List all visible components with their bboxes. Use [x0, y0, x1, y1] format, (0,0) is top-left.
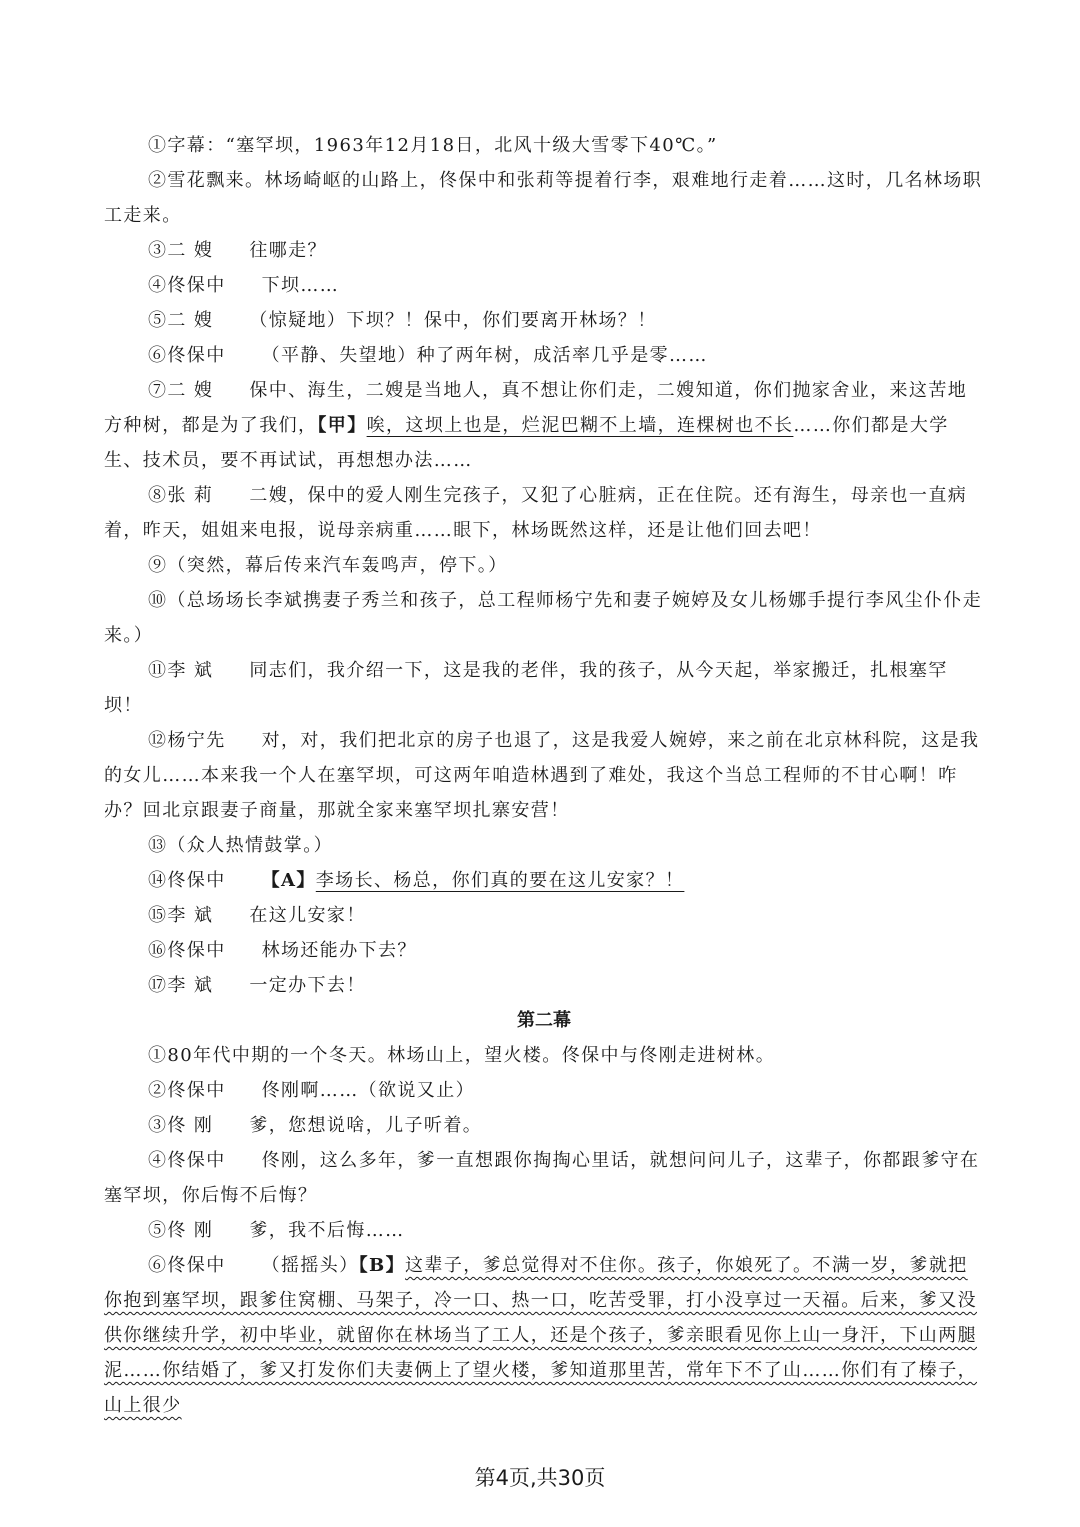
speaker: ⑮李 斌 [148, 905, 214, 926]
dialogue-text: 在这儿安家！ [249, 905, 366, 926]
dialogue-text: 下坝…… [261, 275, 340, 296]
stage-direction: ②雪花飘来。林场崎岖的山路上，佟保中和张莉等提着行李，艰难地行走着……这时，几名林场职工走来。 [104, 170, 983, 226]
speaker: ⑥佟保中 [148, 345, 226, 366]
dialogue-line [104, 1248, 984, 1423]
dialogue-text: 对，对，我们把北京的房子也退了，这是我爱人婉婷，来之前在北京林科院，这是我的女儿……本来我一个人在塞罕坝，可这两年咱造林遇到了难处，我这个当总工程师的不甘心啊！咋办？回北京跟妻子商量，那就全家来塞罕坝扎寨安营！ [104, 730, 980, 821]
wavy-underlined-passage-b: 这辈子，爹总觉得对不住你。孩子，你娘死了。不满一岁，爹就把你抱到塞罕坝，跟爹住窝棚、马架子，冷一口、热一口，吃苦受罪，打小没享过一天福。后来，爹又没供你继续升学，初中毕业，就留你在林场当了工人，还是个孩子，爹亲眼看见你上山一身汗，下山两腿泥……你结婚了，爹又打发你们夫妻俩上了望火楼，爹知道那里苦，常年下不了山……你们有了榛子，山上很少 [104, 1255, 977, 1416]
scene-heading: 第二幕 [517, 1010, 571, 1031]
page-number: 第4页,共30页 [474, 1466, 606, 1490]
speaker: ⑤佟 刚 [148, 1220, 214, 1241]
stage-direction: ⑨（突然，幕后传来汽车轰鸣声，停下。） [148, 555, 508, 576]
underlined-sentence-jia: 唉，这坝上也是，烂泥巴糊不上墙，连棵树也不长 [366, 415, 794, 436]
dialogue-line [104, 373, 984, 478]
dialogue-line [104, 338, 984, 373]
stage-direction: ⑩（总场场长李斌携妻子秀兰和孩子，总工程师杨宁先和妻子婉婷及女儿杨娜手提行李风尘仆仆走来。） [104, 590, 983, 646]
speaker: ③佟 刚 [148, 1115, 214, 1136]
speaker: ⑥佟保中 [148, 1255, 226, 1276]
dialogue-line [104, 723, 984, 828]
dialogue-line [104, 898, 984, 933]
speaker: ④佟保中 [148, 275, 226, 296]
speaker: ③二 嫂 [148, 240, 214, 261]
dialogue-text-cont: ……你们都是大学生、技术员，要不再试试，再想想办法…… [104, 415, 949, 471]
dialogue-line [104, 1213, 984, 1248]
stage-direction: ①80年代中期的一个冬天。林场山上，望火楼。佟保中与佟刚走进树林。 [148, 1045, 776, 1066]
dialogue-line [104, 478, 984, 548]
speaker: ⑫杨宁先 [148, 730, 226, 751]
speaker: ⑤二 嫂 [148, 310, 214, 331]
dialogue-line [104, 863, 984, 898]
marker-b: 【B】 [358, 1255, 406, 1276]
speaker: ⑰李 斌 [148, 975, 214, 996]
dialogue-text: （平静、失望地）种了两年树，成活率几乎是零…… [261, 345, 708, 366]
dialogue-line [104, 1108, 984, 1143]
speaker: ⑭佟保中 [148, 870, 226, 891]
stage-note: （摇摇头） [261, 1255, 359, 1276]
speaker: ⑯佟保中 [148, 940, 226, 961]
dialogue-line [104, 968, 984, 1003]
speaker: ⑦二 嫂 [148, 380, 214, 401]
dialogue-text: 佟刚，这么多年，爹一直想跟你掏掏心里话，就想问问儿子，这辈子，你都跟爹守在塞罕坝，你后悔不后悔？ [104, 1150, 980, 1206]
marker-a: 【A】 [261, 870, 316, 891]
stage-direction: ⑬（众人热情鼓掌。） [148, 835, 333, 856]
dialogue-line [104, 653, 984, 723]
dialogue-line [104, 233, 984, 268]
dialogue-line [104, 933, 984, 968]
speaker: ⑧张 莉 [148, 485, 214, 506]
dialogue-line [104, 1143, 984, 1213]
dialogue-text: 二嫂，保中的爱人刚生完孩子，又犯了心脏病，正在住院。还有海生，母亲也一直病着，昨天，姐姐来电报，说母亲病重……眼下，林场既然这样，还是让他们回去吧！ [104, 485, 968, 541]
dialogue-text: （惊疑地）下坝？！保中，你们要离开林场？！ [249, 310, 657, 331]
dialogue-text: 一定办下去！ [249, 975, 366, 996]
dialogue-text: 佟刚啊……（欲说又止） [261, 1080, 476, 1101]
dialogue-text: 同志们，我介绍一下，这是我的老伴，我的孩子，从今天起，举家搬迁，扎根塞罕坝！ [104, 660, 948, 716]
dialogue-text: 爹，您想说啥，儿子听着。 [249, 1115, 483, 1136]
marker-jia: 【甲】 [317, 415, 367, 436]
dialogue-text: 保中、海生，二嫂是当地人，真不想让你们走，二嫂知道，你们抛家舍业，来这苦地方种树，都是为了我们， [104, 380, 968, 436]
speaker: ④佟保中 [148, 1150, 226, 1171]
dialogue-text: 爹，我不后悔…… [249, 1220, 405, 1241]
underlined-sentence-a: 李场长、杨总，你们真的要在这儿安家？！ [315, 870, 685, 891]
dialogue-line [104, 303, 984, 338]
dialogue-line [104, 268, 984, 303]
dialogue-line [104, 1073, 984, 1108]
caption-line: ①字幕：“塞罕坝，1963年12月18日，北风十级大雪零下40℃。” [148, 135, 718, 156]
dialogue-text: 林场还能办下去？ [261, 940, 417, 961]
speaker: ⑪李 斌 [148, 660, 214, 681]
speaker: ②佟保中 [148, 1080, 226, 1101]
dialogue-text: 往哪走？ [249, 240, 327, 261]
script-body [104, 128, 984, 1423]
